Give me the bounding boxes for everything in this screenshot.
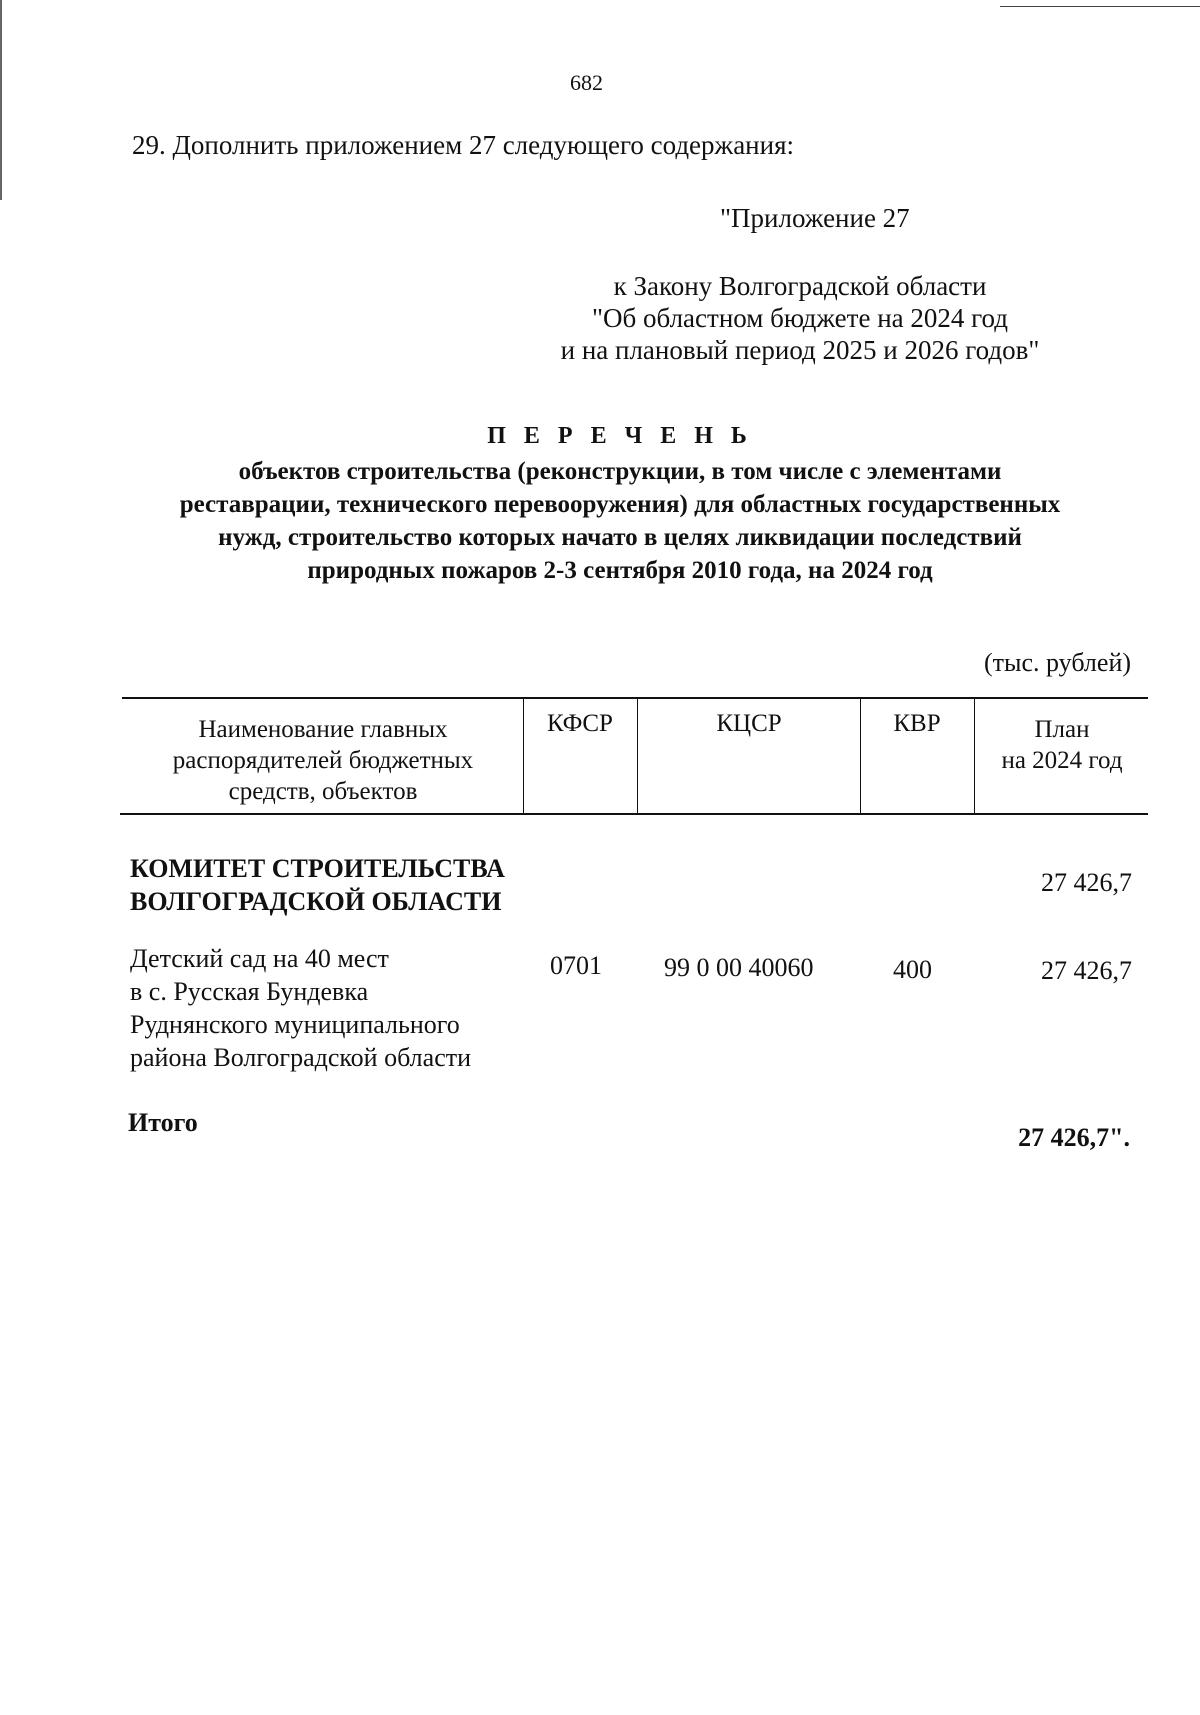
appendix-ref-line: "Об областном бюджете на 2024 год <box>592 303 1008 333</box>
object-name <box>130 942 471 1074</box>
header-name-line: средств, объектов <box>228 778 418 805</box>
page-number: 682 <box>570 70 603 95</box>
column-divider <box>523 698 524 814</box>
object-name-line: района Волгоградской области <box>130 1043 472 1072</box>
table-header-bottom-border <box>120 813 1148 815</box>
object-kfsr: 0701 <box>550 951 602 980</box>
header-name-line: распорядителей бюджетных <box>172 747 474 774</box>
object-plan: 27 426,7 <box>1041 956 1132 985</box>
committee-name-line: ВОЛГОГРАДСКОЙ ОБЛАСТИ <box>130 887 502 916</box>
column-divider <box>637 698 638 814</box>
total-label: Итого <box>128 1108 198 1137</box>
committee-name <box>130 852 505 918</box>
header-name-line: Наименование главных <box>198 716 448 743</box>
object-name-line: Руднянского муниципального <box>130 1010 460 1039</box>
header-plan-line: План <box>1034 716 1090 743</box>
heading-line: нужд, строительство которых начато в целях ликвидации последствий <box>218 524 1022 551</box>
object-kcsr: 99 0 00 40060 <box>664 953 814 982</box>
object-name-line: Детский сад на 40 мест <box>130 944 389 973</box>
header-kvr: КВР <box>893 710 941 737</box>
scan-edge-left <box>0 0 2 200</box>
document-heading <box>120 420 1120 587</box>
header-plan-line: на 2024 год <box>1001 747 1123 774</box>
header-kcsr: КЦСР <box>716 710 782 737</box>
units-label: (тыс. рублей) <box>984 648 1132 677</box>
appendix-ref-line: к Закону Волгоградской области <box>613 271 987 301</box>
scan-edge-top <box>1000 6 1200 7</box>
appendix-title: "Приложение 27 <box>720 203 910 233</box>
heading-line: реставрации, технического перевооружения) для областных государственных <box>179 491 1061 518</box>
total-plan: 27 426,7". <box>1018 1123 1130 1152</box>
committee-plan: 27 426,7 <box>1041 868 1132 897</box>
table-top-border <box>122 697 1148 699</box>
appendix-reference <box>540 270 1060 366</box>
amendment-item: 29. Дополнить приложением 27 следующего содержания: <box>132 130 795 160</box>
appendix-ref-line: и на плановый период 2025 и 2026 годов" <box>560 335 1040 365</box>
header-name <box>128 714 518 807</box>
heading-line: объектов строительства (реконструкции, в том числе с элементами <box>238 458 1002 485</box>
object-kvr: 400 <box>893 955 932 984</box>
column-divider <box>860 698 861 814</box>
header-kfsr: КФСР <box>547 710 613 737</box>
heading-title: П Е Р Е Ч Е Н Ь <box>487 423 753 449</box>
object-name-line: в с. Русская Бундевка <box>130 977 369 1006</box>
column-divider <box>974 698 975 814</box>
heading-line: природных пожаров 2-3 сентября 2010 года, на 2024 год <box>307 557 933 584</box>
committee-name-line: КОМИТЕТ СТРОИТЕЛЬСТВА <box>130 854 505 883</box>
header-plan <box>977 714 1147 776</box>
